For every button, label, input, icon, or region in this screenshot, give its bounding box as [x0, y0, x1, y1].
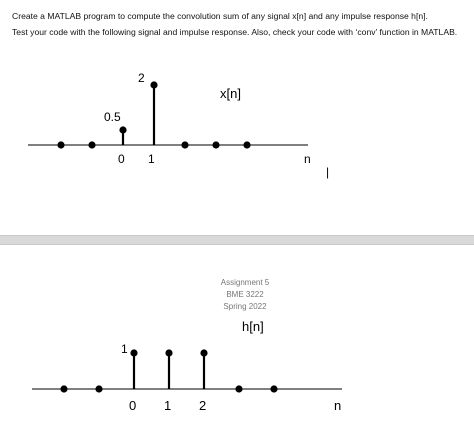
h-sample-n1	[165, 349, 172, 356]
h-sample-n-1	[95, 385, 102, 392]
h-sample-n2	[200, 349, 207, 356]
x-value-label-2: 2	[138, 71, 145, 85]
h-sample-n3	[235, 385, 242, 392]
h-sample-n-2	[60, 385, 67, 392]
instruction-line-1: Create a MATLAB program to compute the convolution sum of any signal x[n] and any impulse response h[n].	[12, 11, 428, 21]
x-tick-label-0: 0	[118, 152, 125, 166]
x-tick-label-1: 1	[148, 152, 155, 166]
annotation-course: BME 3222	[226, 290, 264, 299]
h-tick-label-0: 0	[129, 398, 137, 413]
h-tick-label-2: 2	[199, 398, 207, 413]
h-axis-label-n: n	[334, 398, 342, 413]
x-signal-label: x[n]	[220, 86, 241, 101]
x-axis-label-n: n	[304, 152, 311, 166]
x-extra-mark: |	[326, 165, 330, 179]
h-value-label-1: 1	[121, 342, 128, 356]
h-sample-n0	[130, 349, 137, 356]
h-signal-label: h[n]	[242, 319, 264, 334]
annotation-term: Spring 2022	[223, 302, 267, 311]
annotation-assignment: Assignment 5	[220, 278, 270, 287]
h-tick-label-1: 1	[164, 398, 172, 413]
instruction-line-2: Test your code with the following signal and impulse response. Also, check your code with ‘conv’ function in MATLAB.	[12, 27, 458, 37]
h-sample-n4	[270, 385, 277, 392]
x-value-label-0.5: 0.5	[104, 110, 121, 124]
